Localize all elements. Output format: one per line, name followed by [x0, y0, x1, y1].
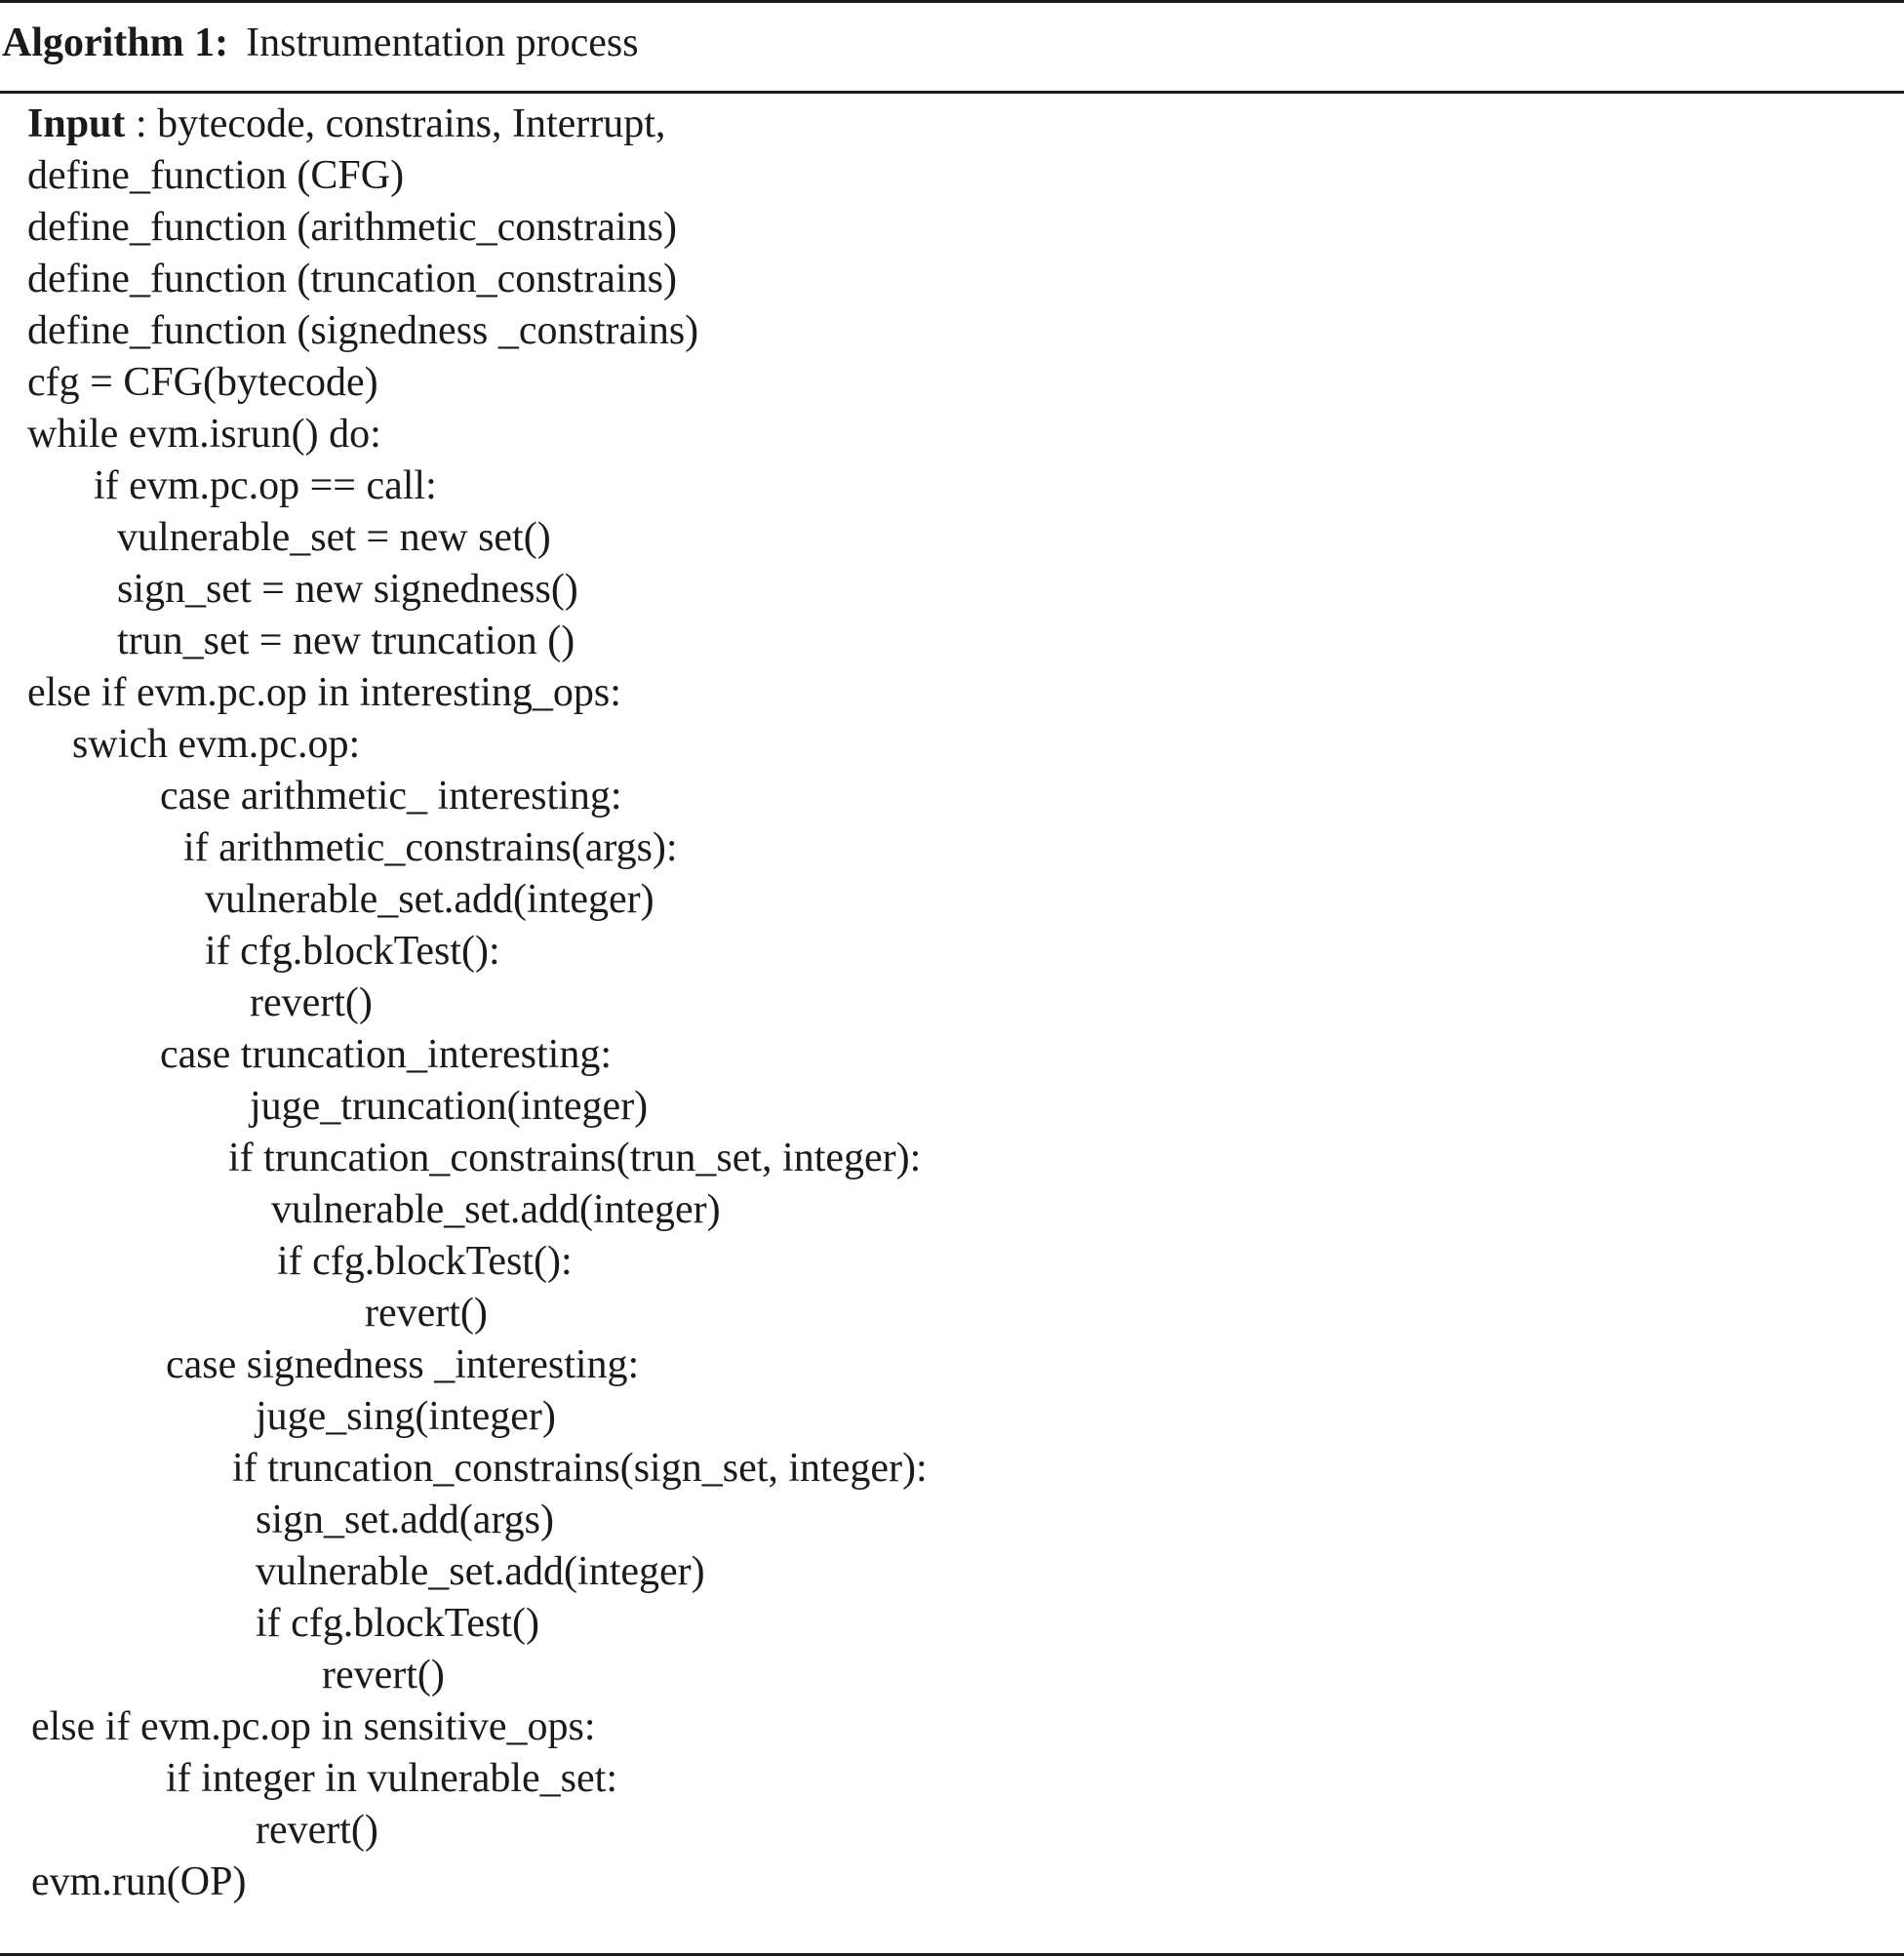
- algorithm-line-34: revert(): [256, 1808, 378, 1853]
- algorithm-line-4: define_function (truncation_constrains): [27, 257, 677, 301]
- algorithm-line-19: case truncation_interesting:: [160, 1032, 613, 1077]
- algorithm-line-5: define_function (signedness _constrains): [27, 308, 699, 353]
- algorithm-line-10: sign_set = new signedness(): [117, 567, 578, 612]
- top-rule: [0, 0, 1904, 3]
- algorithm-line-15: if arithmetic_constrains(args):: [183, 825, 678, 870]
- algorithm-line-25: case signedness _interesting:: [166, 1342, 640, 1387]
- algorithm-line-23: if cfg.blockTest():: [277, 1239, 573, 1284]
- algorithm-line-22: vulnerable_set.add(integer): [271, 1187, 721, 1232]
- algorithm-line-14: case arithmetic_ interesting:: [160, 774, 622, 819]
- algorithm-line-16: vulnerable_set.add(integer): [205, 877, 654, 922]
- algorithm-line-12: else if evm.pc.op in interesting_ops:: [27, 670, 621, 715]
- algorithm-line-29: vulnerable_set.add(integer): [256, 1549, 705, 1594]
- algorithm-line-1: Input : bytecode, constrains, Interrupt,: [27, 101, 666, 146]
- algorithm-line-30: if cfg.blockTest(): [256, 1601, 539, 1646]
- algorithm-line-27: if truncation_constrains(sign_set, integer):: [232, 1446, 928, 1491]
- algorithm-line-3: define_function (arithmetic_constrains): [27, 205, 677, 250]
- algorithm-line-11: trun_set = new truncation (): [117, 619, 575, 663]
- algorithm-line-7: while evm.isrun() do:: [27, 412, 381, 457]
- algorithm-line-17: if cfg.blockTest():: [205, 929, 500, 974]
- bottom-rule: [0, 1953, 1904, 1956]
- input-keyword: Input: [27, 101, 126, 146]
- algorithm-line-9: vulnerable_set = new set(): [117, 515, 551, 560]
- algorithm-label: Algorithm 1:: [2, 20, 229, 65]
- algorithm-line-6: cfg = CFG(bytecode): [27, 360, 378, 405]
- algorithm-line-26: juge_sing(integer): [256, 1394, 556, 1439]
- algorithm-line-13: swich evm.pc.op:: [72, 722, 361, 767]
- algorithm-caption: [2, 14, 639, 72]
- algorithm-line-24: revert(): [365, 1291, 488, 1336]
- algorithm-line-31: revert(): [322, 1653, 445, 1697]
- caption-rule: [0, 91, 1904, 94]
- algorithm-line-21: if truncation_constrains(trun_set, integer):: [228, 1136, 922, 1180]
- algorithm-line-20: juge_truncation(integer): [250, 1084, 649, 1129]
- algorithm-line-18: revert(): [250, 980, 373, 1025]
- algorithm-line-8: if evm.pc.op == call:: [94, 463, 437, 508]
- algorithm-title: Instrumentation process: [246, 20, 639, 65]
- algorithm-line-28: sign_set.add(args): [256, 1498, 554, 1542]
- algorithm-line-2: define_function (CFG): [27, 153, 405, 198]
- algorithm-line-32: else if evm.pc.op in sensitive_ops:: [31, 1704, 596, 1749]
- algorithm-line-35: evm.run(OP): [31, 1859, 247, 1904]
- algorithm-line-33: if integer in vulnerable_set:: [166, 1756, 618, 1801]
